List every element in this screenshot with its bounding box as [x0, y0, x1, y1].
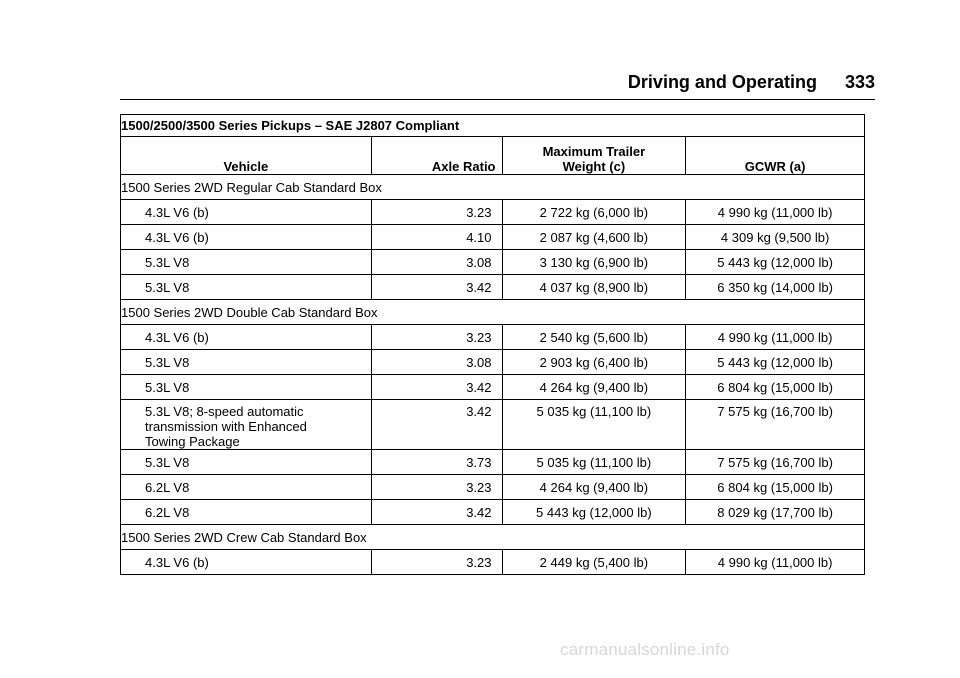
cell-max-trailer-weight: 2 540 kg (5,600 lb) [502, 325, 686, 350]
table-title-row [121, 115, 865, 137]
cell-gcwr: 4 990 kg (11,000 lb) [686, 325, 865, 350]
cell-axle-ratio: 3.08 [371, 250, 502, 275]
cell-vehicle: 4.3L V6 (b) [121, 200, 372, 225]
cell-max-trailer-weight: 5 035 kg (11,100 lb) [502, 400, 686, 450]
section-label: 1500 Series 2WD Crew Cab Standard Box [121, 525, 865, 550]
header-rule [120, 99, 875, 100]
table-row [121, 375, 865, 400]
column-header-axle-ratio: Axle Ratio [371, 137, 502, 175]
cell-axle-ratio: 3.42 [371, 275, 502, 300]
cell-axle-ratio: 3.23 [371, 475, 502, 500]
cell-max-trailer-weight: 2 087 kg (4,600 lb) [502, 225, 686, 250]
cell-gcwr: 6 350 kg (14,000 lb) [686, 275, 865, 300]
cell-axle-ratio: 3.42 [371, 400, 502, 450]
cell-max-trailer-weight: 5 035 kg (11,100 lb) [502, 450, 686, 475]
cell-gcwr: 4 990 kg (11,000 lb) [686, 200, 865, 225]
section-row [121, 175, 865, 200]
cell-vehicle: 4.3L V6 (b) [121, 550, 372, 575]
table-row [121, 450, 865, 475]
cell-max-trailer-weight: 2 903 kg (6,400 lb) [502, 350, 686, 375]
cell-max-trailer-weight: 4 264 kg (9,400 lb) [502, 375, 686, 400]
cell-vehicle: 5.3L V8 [121, 350, 372, 375]
cell-vehicle: 5.3L V8 [121, 250, 372, 275]
cell-gcwr: 8 029 kg (17,700 lb) [686, 500, 865, 525]
table-title: 1500/2500/3500 Series Pickups – SAE J2807 Compliant [121, 115, 865, 137]
page-header [120, 72, 875, 93]
table-row [121, 275, 865, 300]
table-row [121, 325, 865, 350]
cell-gcwr: 4 309 kg (9,500 lb) [686, 225, 865, 250]
table-row [121, 475, 865, 500]
table-header-row [121, 137, 865, 175]
cell-vehicle: 5.3L V8 [121, 275, 372, 300]
cell-axle-ratio: 3.73 [371, 450, 502, 475]
table-row [121, 225, 865, 250]
cell-axle-ratio: 3.42 [371, 375, 502, 400]
cell-vehicle: 5.3L V8 [121, 450, 372, 475]
cell-vehicle: 5.3L V8 [121, 375, 372, 400]
cell-gcwr: 6 804 kg (15,000 lb) [686, 375, 865, 400]
cell-gcwr: 7 575 kg (16,700 lb) [686, 450, 865, 475]
cell-gcwr: 6 804 kg (15,000 lb) [686, 475, 865, 500]
cell-max-trailer-weight: 3 130 kg (6,900 lb) [502, 250, 686, 275]
column-header-gcwr: GCWR (a) [686, 137, 865, 175]
watermark: carmanualsonline.info [560, 640, 730, 659]
cell-max-trailer-weight: 4 264 kg (9,400 lb) [502, 475, 686, 500]
cell-axle-ratio: 3.42 [371, 500, 502, 525]
cell-max-trailer-weight: 4 037 kg (8,900 lb) [502, 275, 686, 300]
section-title: Driving and Operating [627, 72, 817, 92]
table-row [121, 550, 865, 575]
column-header-max-trailer-weight: Maximum Trailer Weight (c) [502, 137, 686, 175]
page-number: 333 [844, 72, 875, 92]
cell-max-trailer-weight: 5 443 kg (12,000 lb) [502, 500, 686, 525]
cell-gcwr: 4 990 kg (11,000 lb) [686, 550, 865, 575]
section-label: 1500 Series 2WD Double Cab Standard Box [121, 300, 865, 325]
cell-axle-ratio: 3.23 [371, 550, 502, 575]
table-row [121, 350, 865, 375]
section-label: 1500 Series 2WD Regular Cab Standard Box [121, 175, 865, 200]
section-row [121, 300, 865, 325]
cell-vehicle: 4.3L V6 (b) [121, 325, 372, 350]
section-row [121, 525, 865, 550]
cell-axle-ratio: 3.08 [371, 350, 502, 375]
cell-gcwr: 5 443 kg (12,000 lb) [686, 350, 865, 375]
column-header-vehicle: Vehicle [121, 137, 372, 175]
cell-axle-ratio: 4.10 [371, 225, 502, 250]
table-row [121, 250, 865, 275]
table-row [121, 500, 865, 525]
table-row [121, 400, 865, 450]
cell-gcwr: 7 575 kg (16,700 lb) [686, 400, 865, 450]
table-row [121, 200, 865, 225]
cell-gcwr: 5 443 kg (12,000 lb) [686, 250, 865, 275]
cell-vehicle: 4.3L V6 (b) [121, 225, 372, 250]
trailer-spec-table [120, 114, 865, 575]
cell-max-trailer-weight: 2 449 kg (5,400 lb) [502, 550, 686, 575]
cell-axle-ratio: 3.23 [371, 200, 502, 225]
cell-max-trailer-weight: 2 722 kg (6,000 lb) [502, 200, 686, 225]
cell-axle-ratio: 3.23 [371, 325, 502, 350]
cell-vehicle: 6.2L V8 [121, 500, 372, 525]
cell-vehicle: 6.2L V8 [121, 475, 372, 500]
cell-vehicle: 5.3L V8; 8-speed automatic transmission with Enhanced Towing Package [121, 400, 372, 450]
